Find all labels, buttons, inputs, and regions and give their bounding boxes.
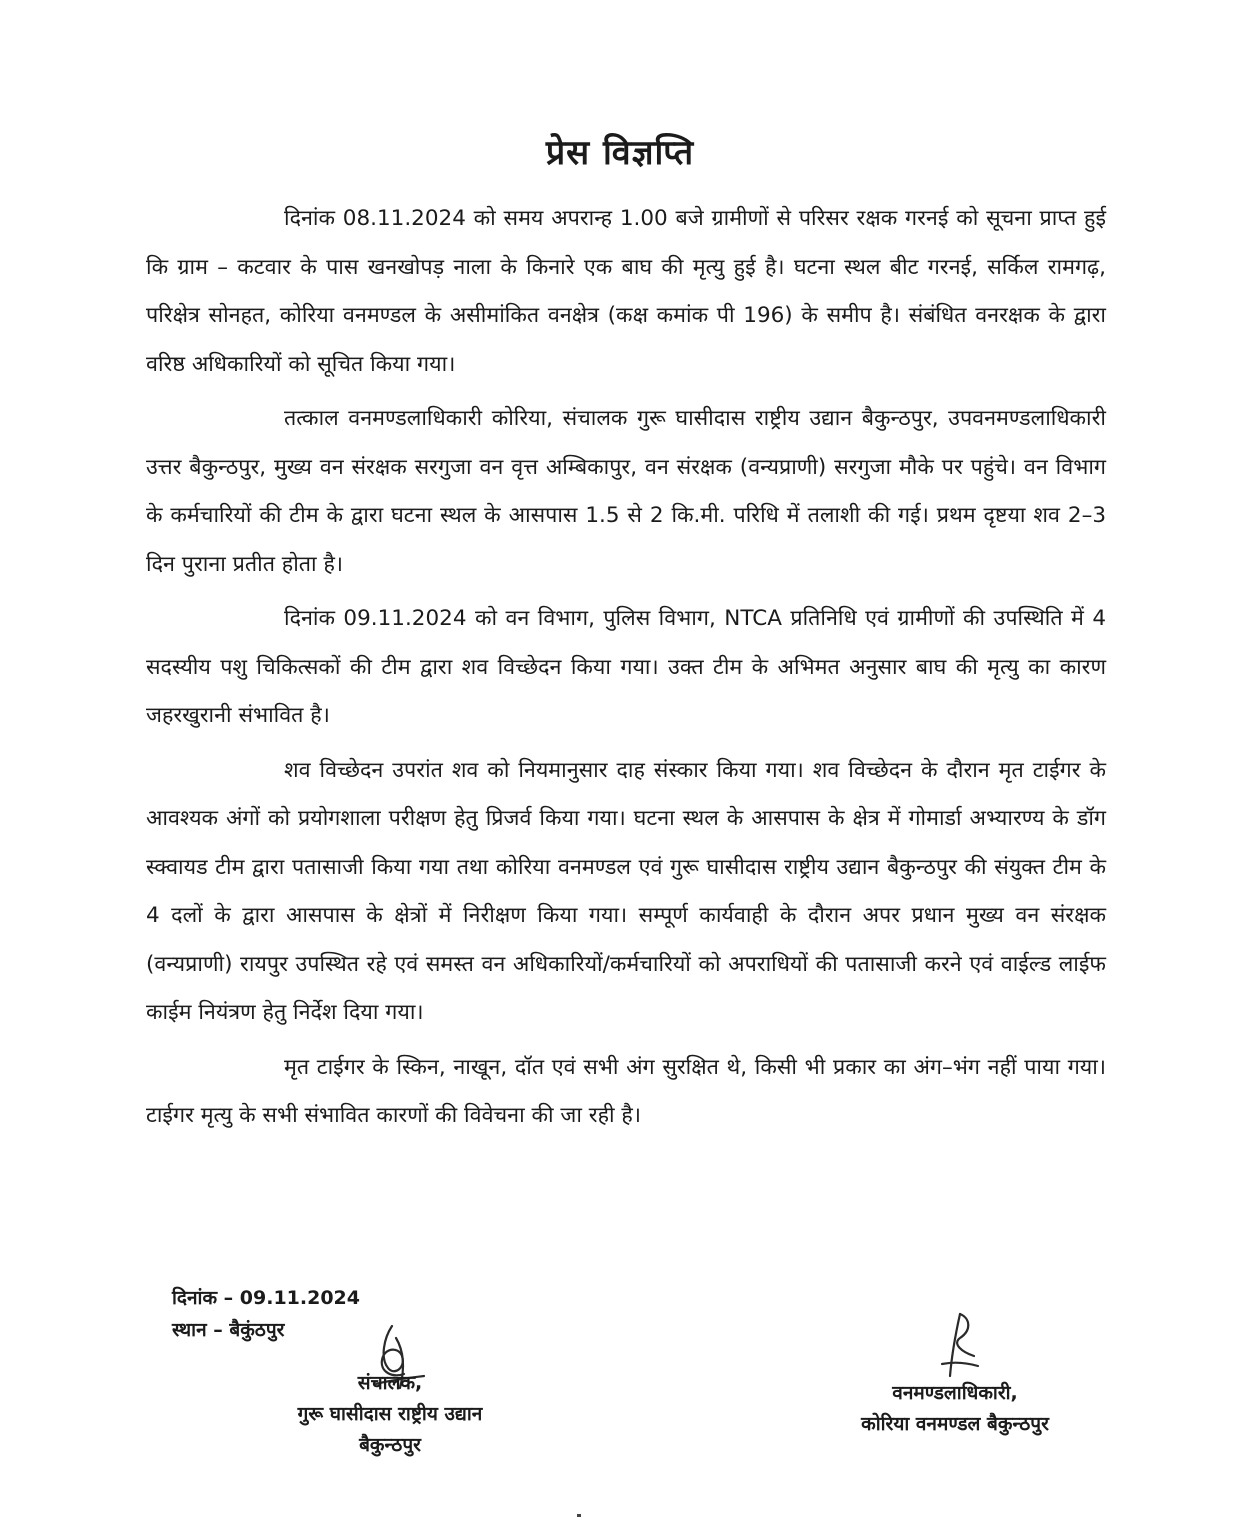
signatory-director-place: बैकुन्ठपुर	[359, 1434, 421, 1456]
signature-right-icon	[930, 1306, 990, 1386]
signatory-director	[250, 1368, 530, 1461]
paragraph-investigation: शव विच्छेदन उपरांत शव को नियमानुसार दाह संस्कार किया गया। शव विच्छेदन के दौरान मृत टाईगर के आवश्यक अंगों को प्रयोगशाला परीक्षण हेतु प्रिजर्व किया गया। घटना स्थल के आसपास के क्षेत्र में गोमार्डा अभ्यारण्य के डॉग स्क्वायड टीम द्वारा पतासाजी किया गया तथा कोरिया वनमण्डल एवं गुरू घासीदास राष्ट्रीय उद्यान बैकुन्ठपुर की संयुक्त टीम के 4 दलों के द्वारा आसपास के क्षेत्रों में निरीक्षण किया गया। सम्पूर्ण कार्यवाही के दौरान अपर प्रधान मुख्य वन संरक्षक (वन्यप्राणी) रायपुर उपस्थित रहे एवं समस्त वन अधिकारियों/कर्मचारियों को अपराधियों की पतासाजी करने एवं वाईल्ड लाईफ काईम नियंत्रण हेतु निर्देश दिया गया।	[146, 757, 1106, 1025]
paragraph-postmortem: दिनांक 09.11.2024 को वन विभाग, पुलिस विभाग, NTCA प्रतिनिधि एवं ग्रामीणों की उपस्थिति में 4 सदस्यीय पशु चिकित्सकों की टीम द्वारा शव विच्छेदन किया गया। उक्त टीम के अभिमत अनुसार बाघ की मृत्यु का कारण जहरखुरानी संभावित है।	[146, 606, 1106, 728]
signatory-director-org: गुरू घासीदास राष्ट्रीय उद्यान	[297, 1403, 483, 1425]
paragraph-officials-response: तत्काल वनमण्डलाधिकारी कोरिया, संचालक गुरू घासीदास राष्ट्रीय उद्यान बैकुन्ठपुर, उपवनमण्डलाधिकारी उत्तर बैकुन्ठपुर, मुख्य वन संरक्षक सरगुजा वन वृत्त अम्बिकापुर, वन संरक्षक (वन्यप्राणी) सरगुजा मौके पर पहुंचे। वन विभाग के कर्मचारियों की टीम के द्वारा घटना स्थल के आसपास 1.5 से 2 कि.मी. परिधि में तलाशी की गई। प्रथम दृष्टया शव 2–3 दिन पुराना प्रतीत होता है।	[146, 406, 1106, 577]
signatory-dfo-org: कोरिया वनमण्डल बैकुन्ठपुर	[861, 1413, 1049, 1435]
document-title: प्रेस विज्ञप्ति	[545, 133, 695, 173]
date-place-block	[172, 1282, 360, 1346]
paragraph-conclusion: मृत टाईगर के स्किन, नाखून, दॉत एवं सभी अंग सुरक्षित थे, किसी भी प्रकार का अंग–भंग नहीं पाया गया। टाईगर मृत्यु के सभी संभावित कारणों की विवेचना की जा रही है।	[146, 1054, 1106, 1128]
page-mark	[577, 1514, 581, 1517]
signatory-director-title: संचालक,	[357, 1372, 423, 1394]
signatory-dfo	[820, 1378, 1090, 1440]
place-line: स्थान – बैकुंठपुर	[172, 1319, 285, 1341]
paragraph-incident-report: दिनांक 08.11.2024 को समय अपरान्ह 1.00 बजे ग्रामीणों से परिसर रक्षक गरनई को सूचना प्राप्त हुई कि ग्राम – कटवार के पास खनखोपड़ नाला के किनारे एक बाघ की मृत्यु हुई है। घटना स्थल बीट गरनई, सर्किल रामगढ़, परिक्षेत्र सोनहत, कोरिया वनमण्डल के असीमांकित वनक्षेत्र (कक्ष कमांक पी 196) के समीप है। संबंधित वनरक्षक के द्वारा वरिष्ठ अधिकारियों को सूचित किया गया।	[146, 206, 1106, 377]
date-line: दिनांक – 09.11.2024	[172, 1287, 360, 1309]
document-body	[146, 195, 1106, 1147]
signatory-dfo-title: वनमण्डलाधिकारी,	[892, 1382, 1018, 1404]
